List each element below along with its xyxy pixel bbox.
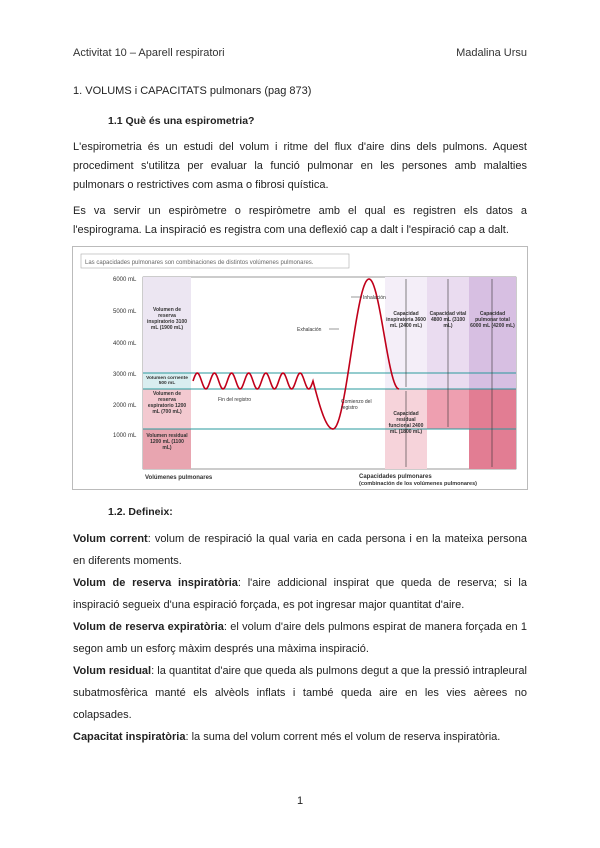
annotation-end: Fin del registro [218,397,252,403]
paragraph-2: Es va servir un espiròmetre o respiròmetre amb el qual es registren els datos a l'espirograma. La inspiració es registra com una deflexió cap a dalt i l'espiració cap a dalt. [73,205,527,236]
tv-label: Volumen corriente 500 mL [146,376,188,386]
subsection-title-2: 1.2. Defineix: [108,506,173,518]
section-title: 1. VOLUMS i CAPACITATS pulmonars (pag 873) [73,85,312,97]
y-tick: 2000 mL [113,403,137,409]
legend-volumes: Volúmenes pulmonares [145,475,213,481]
definition-text: : la suma del volum corrent més el volum de reserva inspiratòria. [185,731,501,743]
figure-caption: Las capacidades pulmonares son combinaciones de distintos volúmenes pulmonares. [85,260,314,266]
definitions-list [73,528,527,748]
rv-label: Volumen residual 1200 mL (1100 mL) [146,433,188,451]
annotation-inhalation: Inhalación [363,295,386,301]
definition-text: : la quantitat d'aire que queda als pulmons degut a que la pressió intrapleural subatmosfèrica manté els alvèols inflats i també queda aire en les vies aèrees no colapsades. [73,665,527,721]
definition-term: Volum de reserva inspiratòria [73,577,238,589]
definition-text: : volum de respiració la qual varia en cada persona i en la mateixa persona en diferents moments. [73,533,527,567]
y-tick: 6000 mL [113,277,137,283]
definition-item [73,726,527,748]
y-tick: 5000 mL [113,309,137,315]
definition-text: : el volum d'aire dels pulmons espirat de manera forçada en 1 segon amb un esforç màxim després una màxima inspiració. [73,621,527,655]
y-tick: 3000 mL [113,372,137,378]
ic-label: Capacidad inspiratoria 3600 mL (2400 mL) [386,311,426,329]
definition-term: Volum de reserva expiratòria [73,621,224,633]
vc-label: Capacidad vital 4800 mL (3100 mL) [429,311,467,329]
definition-item [73,660,527,726]
spirogram-svg [73,247,529,491]
paragraph-1: L'espirometria és un estudi del volum i ritme del flux d'aire dins dels pulmons. Aquest procediment s'utilitza per evaluar la funció pulmonar en les persones amb malalties pulmonars o restrictives com asma o fibrosi quística. [73,141,527,191]
annotation-exhalation: Exhalación [297,327,322,333]
definition-item [73,528,527,572]
tlc-label: Capacidad pulmonar total 6000 mL (4200 mL) [470,311,515,329]
header-right: Madalina Ursu [456,47,527,59]
page-number: 1 [296,795,304,807]
definition-term: Volum corrent [73,533,148,545]
definition-term: Capacitat inspiratòria [73,731,186,743]
y-tick: 1000 mL [113,433,137,439]
definition-item [73,572,527,616]
legend-capacities-sub: (combinación de los volúmenes pulmonares) [359,481,477,487]
irv-label: Volumen de reserva inspiratorio 3100 mL (1900 mL) [146,307,187,331]
erv-label: Volumen de reserva espiratorio 1200 mL (700 mL) [147,391,187,415]
spirometry-figure [72,246,528,490]
subsection-title-1: 1.1 Què és una espirometria? [108,115,255,127]
y-tick: 4000 mL [113,341,137,347]
annotation-start: Comienzo del registro [341,399,372,411]
definition-term: Volum residual [73,665,152,677]
frc-label: Capacidad residual funcional 2400 mL (1800 mL) [388,411,424,435]
legend-capacities: Capacidades pulmonares [359,474,432,480]
definition-text: : l'aire addicional inspirat que queda de reserva; si la inspiració segueix d'una espiració forçada, es pot ingresar major quantitat d'aire. [73,577,527,611]
header-left: Activitat 10 – Aparell respiratori [73,47,225,59]
definition-item [73,616,527,660]
